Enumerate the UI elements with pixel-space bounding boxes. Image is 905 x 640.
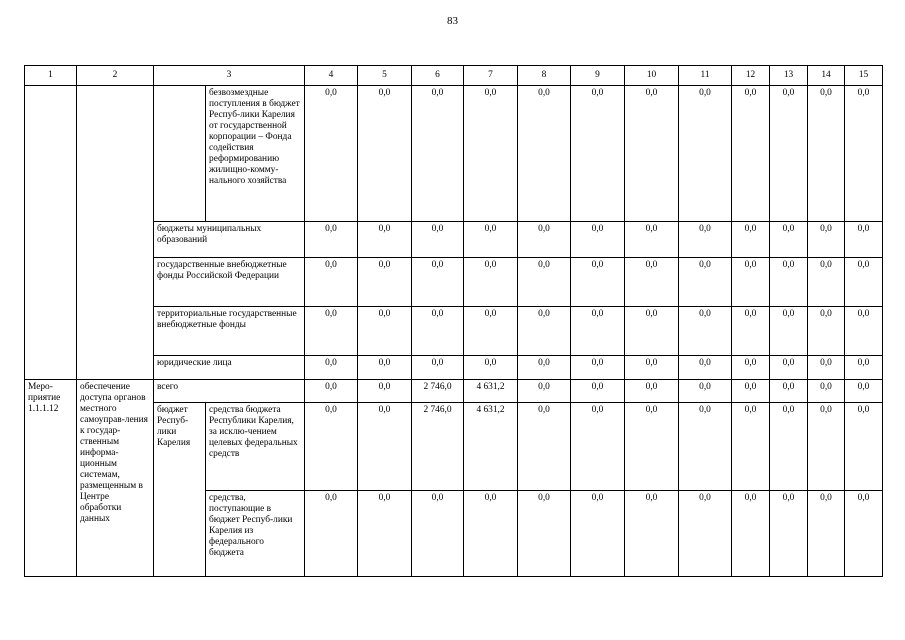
value-cell: 0,0 — [305, 307, 358, 356]
value-cell: 0,0 — [571, 403, 625, 491]
header-cell: 3 — [154, 66, 305, 86]
row-label: бюджеты муниципальных образований — [154, 222, 305, 258]
value-cell: 0,0 — [808, 403, 845, 491]
row-label: всего — [154, 380, 305, 403]
event-name: обеспечение доступа органов местного самоуправ-ления к государ-ственным информа-ционным системам, размещенным в Центре обработки данных — [77, 380, 154, 577]
header-cell: 11 — [679, 66, 732, 86]
header-cell: 14 — [808, 66, 845, 86]
table-header-row — [25, 66, 883, 86]
value-cell: 0,0 — [808, 380, 845, 403]
value-cell: 0,0 — [808, 307, 845, 356]
value-cell: 0,0 — [732, 258, 770, 307]
value-cell: 0,0 — [770, 403, 808, 491]
value-cell: 0,0 — [305, 356, 358, 380]
value-cell: 0,0 — [412, 86, 464, 222]
value-cell: 0,0 — [808, 86, 845, 222]
value-cell: 0,0 — [808, 222, 845, 258]
value-cell: 0,0 — [358, 307, 412, 356]
value-cell: 0,0 — [571, 86, 625, 222]
value-cell: 0,0 — [518, 380, 571, 403]
value-cell: 0,0 — [625, 258, 679, 307]
budget-label: бюджет Респуб-лики Карелия — [154, 403, 206, 577]
value-cell: 0,0 — [358, 222, 412, 258]
empty-cell — [77, 86, 154, 380]
table-row — [25, 403, 883, 491]
value-cell: 0,0 — [679, 403, 732, 491]
header-cell: 5 — [358, 66, 412, 86]
header-cell: 12 — [732, 66, 770, 86]
value-cell: 0,0 — [358, 258, 412, 307]
value-cell: 0,0 — [770, 222, 808, 258]
empty-cell — [25, 86, 77, 380]
value-cell: 0,0 — [464, 307, 518, 356]
value-cell: 0,0 — [571, 222, 625, 258]
header-cell: 6 — [412, 66, 464, 86]
header-cell: 9 — [571, 66, 625, 86]
value-cell: 0,0 — [518, 403, 571, 491]
value-cell: 0,0 — [305, 491, 358, 577]
table-row — [25, 380, 883, 403]
table-row — [25, 86, 883, 222]
value-cell: 2 746,0 — [412, 403, 464, 491]
value-cell: 0,0 — [732, 86, 770, 222]
value-cell: 0,0 — [732, 222, 770, 258]
value-cell: 0,0 — [808, 491, 845, 577]
value-cell: 0,0 — [770, 307, 808, 356]
value-cell: 0,0 — [412, 491, 464, 577]
table-row — [25, 222, 883, 258]
header-cell: 4 — [305, 66, 358, 86]
value-cell: 4 631,2 — [464, 403, 518, 491]
value-cell: 0,0 — [770, 491, 808, 577]
value-cell: 0,0 — [845, 307, 883, 356]
value-cell: 0,0 — [518, 86, 571, 222]
budget-table — [24, 65, 883, 577]
value-cell: 0,0 — [625, 356, 679, 380]
header-cell: 8 — [518, 66, 571, 86]
value-cell: 0,0 — [412, 307, 464, 356]
value-cell: 0,0 — [808, 356, 845, 380]
header-cell: 15 — [845, 66, 883, 86]
table-row — [25, 258, 883, 307]
value-cell: 0,0 — [571, 491, 625, 577]
value-cell: 0,0 — [518, 356, 571, 380]
event-code: Меро-приятие 1.1.1.12 — [25, 380, 77, 577]
value-cell: 0,0 — [732, 403, 770, 491]
row-label: безвозмездные поступления в бюджет Респуб-лики Карелия от государственной корпорации – Фонда содействия реформированию жилищно-комму-нального хозяйства — [206, 86, 305, 222]
value-cell: 0,0 — [518, 491, 571, 577]
value-cell: 0,0 — [518, 222, 571, 258]
value-cell: 0,0 — [679, 491, 732, 577]
value-cell: 0,0 — [679, 258, 732, 307]
value-cell: 0,0 — [732, 380, 770, 403]
row-label: государственные внебюджетные фонды Российской Федерации — [154, 258, 305, 307]
value-cell: 0,0 — [770, 258, 808, 307]
value-cell: 0,0 — [358, 491, 412, 577]
page-number: 83 — [447, 15, 458, 27]
value-cell: 0,0 — [808, 258, 845, 307]
value-cell: 0,0 — [845, 380, 883, 403]
row-label: территориальные государственные внебюджетные фонды — [154, 307, 305, 356]
value-cell: 0,0 — [412, 222, 464, 258]
value-cell: 0,0 — [464, 258, 518, 307]
value-cell: 0,0 — [625, 403, 679, 491]
value-cell: 0,0 — [358, 356, 412, 380]
value-cell: 0,0 — [518, 307, 571, 356]
value-cell: 4 631,2 — [464, 380, 518, 403]
value-cell: 0,0 — [464, 86, 518, 222]
value-cell: 0,0 — [305, 86, 358, 222]
value-cell: 0,0 — [305, 258, 358, 307]
value-cell: 0,0 — [679, 86, 732, 222]
value-cell: 0,0 — [571, 356, 625, 380]
value-cell: 0,0 — [845, 491, 883, 577]
value-cell: 2 746,0 — [412, 380, 464, 403]
header-cell: 10 — [625, 66, 679, 86]
header-cell: 7 — [464, 66, 518, 86]
value-cell: 0,0 — [625, 380, 679, 403]
value-cell: 0,0 — [464, 222, 518, 258]
empty-cell — [154, 86, 206, 222]
value-cell: 0,0 — [845, 86, 883, 222]
header-cell: 1 — [25, 66, 77, 86]
value-cell: 0,0 — [770, 380, 808, 403]
value-cell: 0,0 — [571, 307, 625, 356]
row-label: средства бюджета Республики Карелия, за исклю-чением целевых федеральных средств — [206, 403, 305, 491]
value-cell: 0,0 — [845, 258, 883, 307]
value-cell: 0,0 — [770, 356, 808, 380]
value-cell: 0,0 — [625, 222, 679, 258]
value-cell: 0,0 — [845, 222, 883, 258]
value-cell: 0,0 — [732, 356, 770, 380]
header-cell: 13 — [770, 66, 808, 86]
value-cell: 0,0 — [305, 222, 358, 258]
value-cell: 0,0 — [464, 491, 518, 577]
value-cell: 0,0 — [679, 356, 732, 380]
value-cell: 0,0 — [679, 222, 732, 258]
value-cell: 0,0 — [358, 403, 412, 491]
value-cell: 0,0 — [571, 380, 625, 403]
value-cell: 0,0 — [845, 403, 883, 491]
value-cell: 0,0 — [518, 258, 571, 307]
value-cell: 0,0 — [732, 307, 770, 356]
value-cell: 0,0 — [305, 380, 358, 403]
value-cell: 0,0 — [770, 86, 808, 222]
table-row — [25, 356, 883, 380]
value-cell: 0,0 — [412, 258, 464, 307]
value-cell: 0,0 — [732, 491, 770, 577]
value-cell: 0,0 — [845, 356, 883, 380]
row-label: средства, поступающие в бюджет Респуб-лики Карелия из федерального бюджета — [206, 491, 305, 577]
value-cell: 0,0 — [625, 307, 679, 356]
value-cell: 0,0 — [358, 86, 412, 222]
value-cell: 0,0 — [358, 380, 412, 403]
value-cell: 0,0 — [464, 356, 518, 380]
value-cell: 0,0 — [679, 307, 732, 356]
row-label: юридические лица — [154, 356, 305, 380]
value-cell: 0,0 — [571, 258, 625, 307]
value-cell: 0,0 — [625, 491, 679, 577]
value-cell: 0,0 — [679, 380, 732, 403]
table-row — [25, 307, 883, 356]
value-cell: 0,0 — [305, 403, 358, 491]
value-cell: 0,0 — [625, 86, 679, 222]
value-cell: 0,0 — [412, 356, 464, 380]
header-cell: 2 — [77, 66, 154, 86]
